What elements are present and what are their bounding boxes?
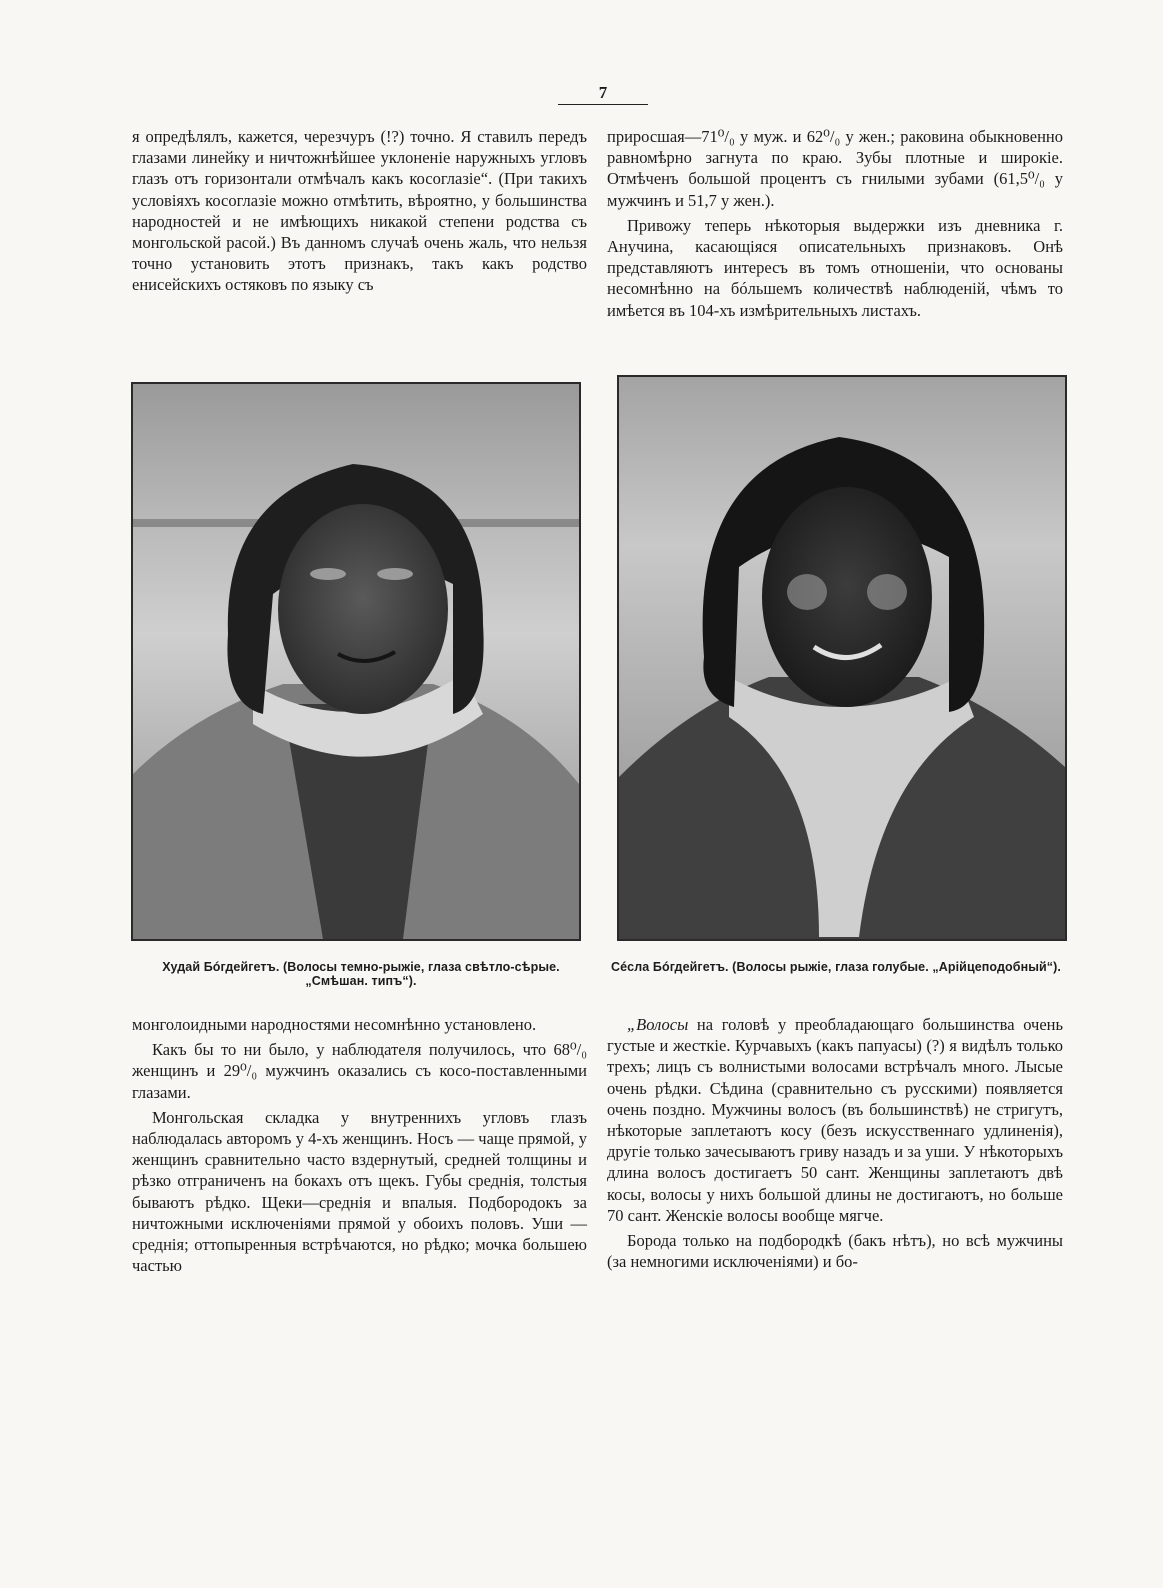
paragraph: приросшая—71⁰/₀ у муж. и 62⁰/₀ у жен.; раковина обыкновенно равномѣрно загнута по краю. Зубы плотные и широкіе. Отмѣченъ большой процентъ съ гнилыми зубами (61,5⁰/₀ у мужчинъ и 51,7 у жен.). [607,127,1063,210]
paragraph: я опредѣлялъ, кажется, черезчуръ (!?) точно. Я ставилъ передъ глазами линейку и ничтожнѣйшее уклоненіе наружныхъ угловъ глазъ отъ горизонтали отмѣчалъ какъ косоглазіе“. (При такихъ условіяхъ косоглазіе можно отмѣтить, вѣроятно, у большинства народностей и не имѣющихъ никакой степени родства съ монгольской расой.) Въ данномъ случаѣ очень жаль, что нельзя точно установить этотъ признакъ, такъ какъ родство енисейскихъ остяковъ по языку съ [132,127,587,295]
photo-caption-right: Сéсла Бóгдейгетъ. (Волосы рыжіе, глаза голубые. „Арійцеподобный“). [610,960,1061,974]
paragraph: Привожу теперь нѣкоторыя выдержки изъ дневника г. Анучина, касающіяся описательныхъ признаковъ. Онѣ представляютъ интересъ въ томъ отношеніи, что основаны несомнѣнно на бóльшемъ количествѣ наблюденій, чѣмъ то имѣется въ 104-хъ измѣрительныхъ листахъ. [607,215,1063,320]
portrait-photo-right [617,375,1067,941]
emphasis-word: „Волосы [627,1015,689,1034]
paragraph: Монгольская складка у внутреннихъ угловъ глазъ наблюдалась авторомъ у 4-хъ женщинъ. Носъ — чаще прямой, у женщинъ сравнительно часто вздернутый, средней толщины и рѣзко отграниченъ на бокахъ отъ щекъ. Губы среднія, толстыя бываютъ рѣдко. Щеки—среднія и впалыя. Подбородокъ за ничтожными исключеніями прямой у обоихъ половъ. Уши — среднія; оттопыренныя встрѣчаются, но рѣдко; мочка большею частью [132,1107,587,1276]
paragraph: Какъ бы то ни было, у наблюдателя получилось, что 68⁰/₀ женщинъ и 29⁰/₀ мужчинъ оказались съ косо-поставленными глазами. [132,1040,587,1102]
text-column-bottom-left [132,1014,587,1276]
paragraph [607,1014,1063,1226]
paragraph-text: на головѣ у преобладающаго большинства очень густые и жесткіе. Курчавыхъ (какъ папуасы) (?) я видѣлъ только трехъ; лицъ съ волнистыми волосами встрѣчалъ много. Лысые очень рѣдки. Сѣдина (сравнительно съ русскими) появляется очень поздно. Мужчины волосъ (въ большинствѣ) не стригутъ, нѣкоторые заплетаютъ косу (безъ искусственнаго удлиненія), другіе только зачесываютъ гриву назадъ и за уши. У нѣкоторыхъ длина волосъ достигаетъ 50 сант. Женщины заплетаютъ двѣ косы, волосы у нихъ большой длины не достигаютъ, но больше 70 сант. Женскіе волосы вообще мягче. [607,1015,1063,1225]
portrait-photo-left [131,382,581,941]
photo-caption-left: Худай Бóгдейгетъ. (Волосы темно-рыжіе, глаза свѣтло-сѣрые. „Смѣшан. типъ“). [162,960,560,988]
text-column-top-right [607,126,1063,321]
text-column-bottom-right [607,1014,1063,1272]
paragraph: Борода только на подбородкѣ (бакъ нѣтъ), но всѣ мужчины (за немногими исключеніями) и бо- [607,1231,1063,1272]
text-column-top-left [132,126,587,296]
page-number: 7 [558,83,648,105]
paragraph: монголоидными народностями несомнѣнно установлено. [132,1015,537,1034]
